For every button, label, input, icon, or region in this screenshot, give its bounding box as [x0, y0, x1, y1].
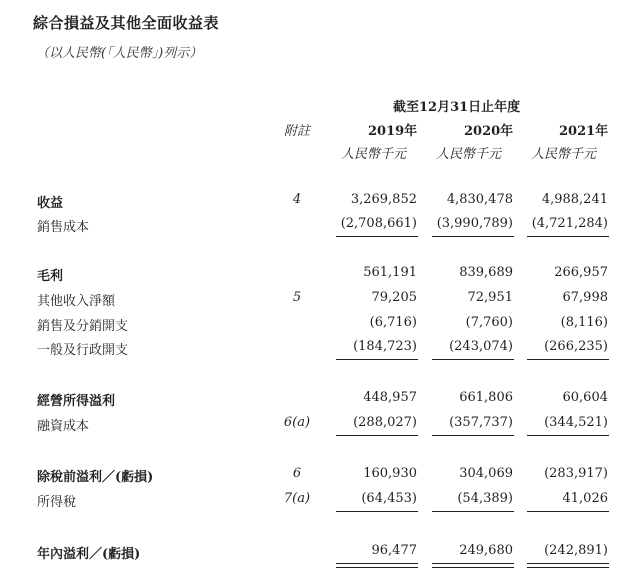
- unit-header-2020: 人民幣千元: [436, 147, 502, 162]
- subtotal-rule: [432, 359, 514, 360]
- profit-before-tax-2021: (283,917): [544, 466, 608, 481]
- profit-for-year-2021: (242,891): [544, 543, 608, 558]
- other-income-2020: 72,951: [467, 290, 513, 305]
- operating-profit-2020: 661,806: [459, 390, 513, 405]
- profit-for-year-2019: 96,477: [371, 543, 417, 558]
- row-label-profit-before-tax: 除稅前溢利／(虧損): [37, 470, 154, 485]
- subtotal-rule: [336, 435, 418, 436]
- subtotal-rule: [336, 359, 418, 360]
- admin-expenses-2020: (243,074): [449, 339, 513, 354]
- row-label-income-tax: 所得稅: [37, 495, 77, 510]
- selling-expenses-2021: (8,116): [560, 315, 608, 330]
- finance-costs-2019: (288,027): [353, 415, 417, 430]
- unit-header-2021: 人民幣千元: [531, 147, 597, 162]
- selling-expenses-2019: (6,716): [369, 315, 417, 330]
- admin-expenses-2021: (266,235): [544, 339, 608, 354]
- row-label-finance-costs: 融資成本: [37, 419, 90, 434]
- row-note-finance-costs: 6(a): [283, 415, 311, 430]
- total-double-rule: [432, 567, 514, 568]
- operating-profit-2019: 448,957: [363, 390, 417, 405]
- total-double-rule: [432, 563, 514, 564]
- subtotal-rule: [527, 435, 609, 436]
- row-label-admin-expenses: 一般及行政開支: [37, 343, 129, 358]
- profit-for-year-2020: 249,680: [459, 543, 513, 558]
- year-header-2021: 2021年: [559, 124, 609, 139]
- total-double-rule: [527, 567, 609, 568]
- subtotal-rule: [432, 435, 514, 436]
- revenue-2021: 4,988,241: [541, 192, 608, 207]
- other-income-2021: 67,998: [562, 290, 608, 305]
- year-header-2020: 2020年: [464, 124, 514, 139]
- finance-costs-2021: (344,521): [544, 415, 608, 430]
- subtotal-rule: [527, 359, 609, 360]
- row-label-revenue: 收益: [37, 196, 64, 211]
- selling-expenses-2020: (7,760): [465, 315, 513, 330]
- row-label-cost-of-sales: 銷售成本: [37, 220, 90, 235]
- row-note-other-income: 5: [292, 290, 302, 305]
- period-header: 截至12月31日止年度: [393, 100, 521, 115]
- row-label-gross-profit: 毛利: [37, 269, 64, 284]
- row-note-revenue: 4: [292, 192, 302, 207]
- revenue-2020: 4,830,478: [446, 192, 513, 207]
- cost-of-sales-2019: (2,708,661): [340, 216, 417, 231]
- currency-note: （以人民幣(「人民幣」)列示）: [36, 46, 203, 61]
- subtotal-rule: [336, 511, 418, 512]
- revenue-2019: 3,269,852: [350, 192, 417, 207]
- subtotal-rule: [432, 511, 514, 512]
- row-label-operating-profit: 經營所得溢利: [37, 394, 116, 409]
- row-note-income-tax: 7(a): [283, 491, 311, 506]
- cost-of-sales-2020: (3,990,789): [436, 216, 513, 231]
- operating-profit-2021: 60,604: [562, 390, 608, 405]
- row-note-profit-before-tax: 6: [292, 466, 302, 481]
- finance-costs-2020: (357,737): [449, 415, 513, 430]
- total-double-rule: [336, 567, 418, 568]
- subtotal-rule: [527, 236, 609, 237]
- subtotal-rule: [527, 511, 609, 512]
- income-tax-2019: (64,453): [361, 491, 417, 506]
- gross-profit-2020: 839,689: [459, 265, 513, 280]
- row-label-profit-for-year: 年內溢利／(虧損): [37, 547, 141, 562]
- year-header-2019: 2019年: [368, 124, 418, 139]
- income-tax-2020: (54,389): [457, 491, 513, 506]
- total-double-rule: [336, 563, 418, 564]
- row-label-selling-expenses: 銷售及分銷開支: [37, 319, 129, 334]
- income-tax-2021: 41,026: [562, 491, 608, 506]
- other-income-2019: 79,205: [371, 290, 417, 305]
- gross-profit-2019: 561,191: [363, 265, 417, 280]
- statement-title: 綜合損益及其他全面收益表: [33, 14, 220, 32]
- profit-before-tax-2020: 304,069: [459, 466, 513, 481]
- row-label-other-income: 其他收入淨額: [37, 294, 116, 309]
- admin-expenses-2019: (184,723): [353, 339, 417, 354]
- subtotal-rule: [336, 236, 418, 237]
- subtotal-rule: [432, 236, 514, 237]
- profit-before-tax-2019: 160,930: [363, 466, 417, 481]
- note-column-header: 附註: [284, 124, 311, 139]
- total-double-rule: [527, 563, 609, 564]
- cost-of-sales-2021: (4,721,284): [531, 216, 608, 231]
- gross-profit-2021: 266,957: [554, 265, 608, 280]
- unit-header-2019: 人民幣千元: [341, 147, 407, 162]
